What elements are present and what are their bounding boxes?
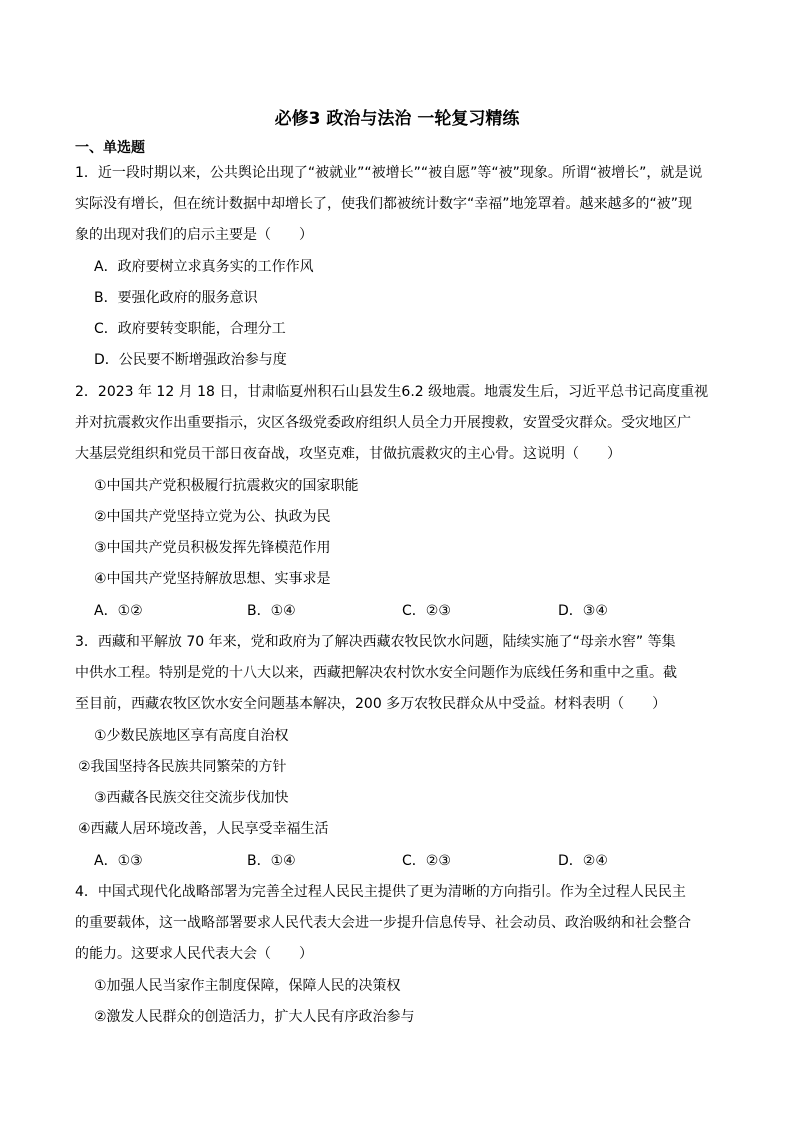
q4-stem-line: 的重要载体，这一战略部署要求人民代表大会进一步提升信息传导、社会动员、政治吸纳和社会整合: [75, 915, 691, 931]
q2-stem-line: 2．2023 年 12 月 18 日，甘肃临夏州积石山县发生6.2 级地震。地震发生后，习近平总书记高度重视: [75, 384, 709, 400]
page-title: 必修3 政治与法治 一轮复习精练: [274, 109, 520, 129]
q3-stem-line: 中供水工程。特别是党的十八大以来，西藏把解决农村饮水安全问题作为底线任务和重中之重。截: [75, 665, 677, 681]
q3-choice-c: C．②③: [402, 853, 451, 869]
q2-item: ②中国共产党坚持立党为公、执政为民: [94, 509, 331, 525]
q3-choice-d: D．②④: [558, 853, 608, 869]
q2-item: ④中国共产党坚持解放思想、实事求是: [94, 571, 331, 587]
q2-choice-d: D．③④: [558, 603, 608, 619]
q1-option-d: D．公民要不断增强政治参与度: [94, 352, 287, 368]
q3-item: ①少数民族地区享有高度自治权: [94, 728, 289, 744]
q3-choice-b: B．①④: [247, 853, 296, 869]
q3-item: ④西藏人居环境改善，人民享受幸福生活: [78, 821, 329, 837]
q1-option-a: A．政府要树立求真务实的工作作风: [94, 259, 314, 275]
q4-item: ①加强人民当家作主制度保障，保障人民的决策权: [94, 978, 401, 994]
q3-stem-line: 3．西藏和平解放 70 年来，党和政府为了解决西藏农牧民饮水问题，陆续实施了“母亲水窖” 等集: [75, 634, 676, 650]
q3-item: ②我国坚持各民族共同繁荣的方针: [78, 759, 287, 775]
section-heading: 一、单选题: [75, 140, 145, 156]
q4-stem-line: 的能力。这要求人民代表大会（ ）: [75, 946, 313, 962]
q1-option-b: B．要强化政府的服务意识: [94, 290, 258, 306]
q2-choice-a: A．①②: [94, 603, 143, 619]
q2-stem-line: 大基层党组织和党员干部日夜奋战，攻坚克难，甘做抗震救灾的主心骨。这说明（ ）: [75, 446, 621, 462]
q3-item: ③西藏各民族交往交流步伐加快: [94, 790, 289, 806]
q1-stem-line: 实际没有增长，但在统计数据中却增长了，使我们都被统计数字“幸福”地笼罩着。越来越多的“被”现: [75, 196, 693, 212]
q2-choice-b: B．①④: [247, 603, 296, 619]
q1-stem-line: 象的出现对我们的启示主要是（ ）: [75, 227, 313, 243]
q2-item: ③中国共产党员积极发挥先锋模范作用: [94, 540, 331, 556]
q2-stem-line: 并对抗震救灾作出重要指示，灾区各级党委政府组织人员全力开展搜救，安置受灾群众。受灾地区广: [75, 415, 691, 431]
q3-choice-a: A．①③: [94, 853, 143, 869]
q2-choice-c: C．②③: [402, 603, 451, 619]
q1-option-c: C．政府要转变职能，合理分工: [94, 321, 286, 337]
q1-stem-line: 1．近一段时期以来，公共舆论出现了“被就业”“被增长”“被自愿”等“被”现象。所谓“被增长”，就是说: [75, 165, 703, 181]
q3-stem-line: 至目前，西藏农牧区饮水安全问题基本解决，200 多万农牧民群众从中受益。材料表明（ ）: [75, 696, 667, 712]
q2-item: ①中国共产党积极履行抗震救灾的国家职能: [94, 478, 359, 494]
q4-stem-line: 4．中国式现代化战略部署为完善全过程人民民主提供了更为清晰的方向指引。作为全过程人民民主: [75, 884, 686, 900]
q4-item: ②激发人民群众的创造活力，扩大人民有序政治参与: [94, 1009, 415, 1025]
